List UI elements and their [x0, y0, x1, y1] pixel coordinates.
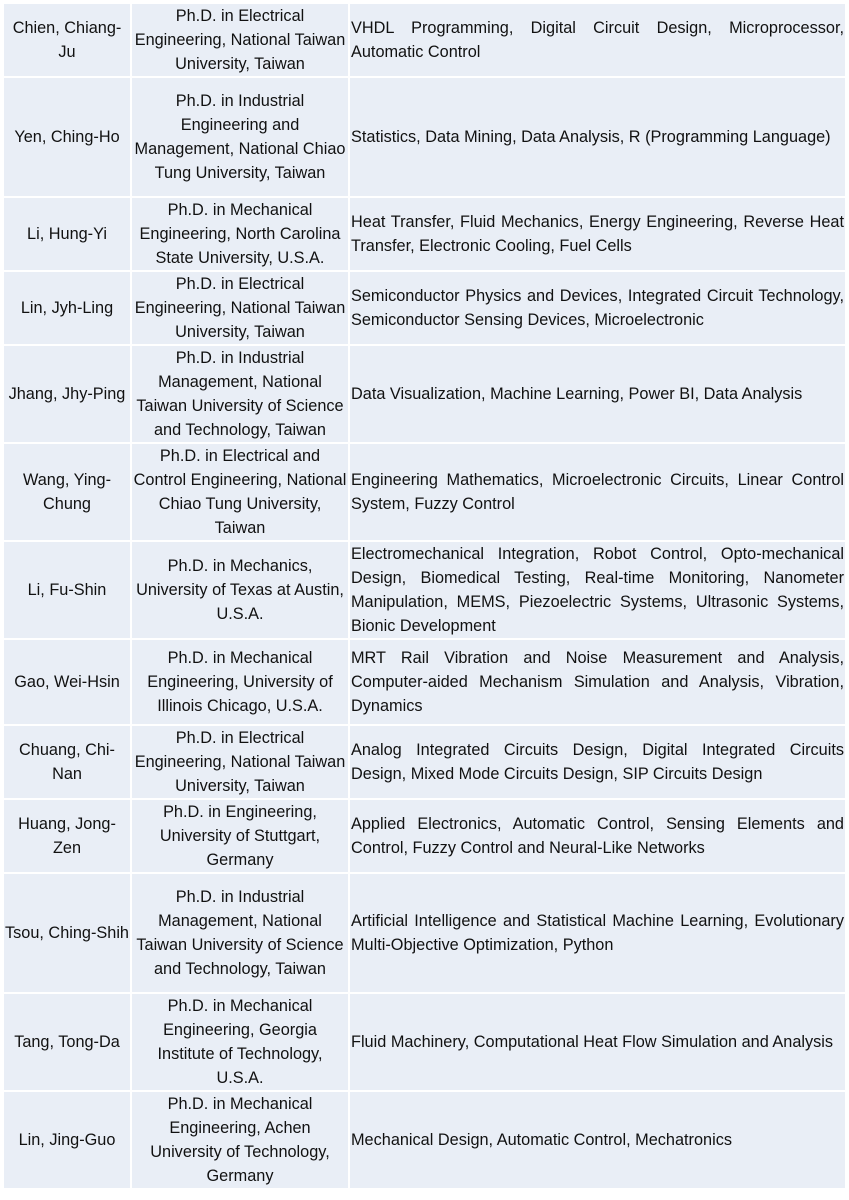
- faculty-name: Lin, Jing-Guo: [4, 1092, 130, 1188]
- table-row: [4, 78, 845, 196]
- faculty-name: Chien, Chiang-Ju: [4, 4, 130, 76]
- faculty-name: Yen, Ching-Ho: [4, 78, 130, 196]
- table-row: [4, 640, 845, 724]
- faculty-name: Gao, Wei-Hsin: [4, 640, 130, 724]
- faculty-degree: Ph.D. in Electrical and Control Engineering, National Chiao Tung University, Taiwan: [132, 444, 348, 540]
- table-row: [4, 272, 845, 344]
- faculty-research: Electromechanical Integration, Robot Control, Opto-mechanical Design, Biomedical Testing, Real-time Monitoring, Nanometer Manipulation, MEMS, Piezoelectric Systems, Ultrasonic Systems, Bionic Development: [350, 542, 845, 638]
- faculty-degree: Ph.D. in Engineering, University of Stuttgart, Germany: [132, 800, 348, 872]
- faculty-degree: Ph.D. in Industrial Engineering and Management, National Chiao Tung University, Taiwan: [132, 78, 348, 196]
- faculty-name: Tsou, Ching-Shih: [4, 874, 130, 992]
- faculty-name: Huang, Jong-Zen: [4, 800, 130, 872]
- faculty-name: Li, Fu-Shin: [4, 542, 130, 638]
- faculty-research: VHDL Programming, Digital Circuit Design, Microprocessor, Automatic Control: [350, 4, 845, 76]
- faculty-table: [2, 2, 847, 1190]
- faculty-name: Tang, Tong-Da: [4, 994, 130, 1090]
- faculty-degree: Ph.D. in Mechanical Engineering, Georgia Institute of Technology, U.S.A.: [132, 994, 348, 1090]
- faculty-research: Statistics, Data Mining, Data Analysis, R (Programming Language): [350, 78, 845, 196]
- faculty-table-body: [4, 4, 845, 1188]
- faculty-degree: Ph.D. in Electrical Engineering, National Taiwan University, Taiwan: [132, 4, 348, 76]
- faculty-name: Lin, Jyh-Ling: [4, 272, 130, 344]
- table-row: [4, 198, 845, 270]
- faculty-name: Chuang, Chi-Nan: [4, 726, 130, 798]
- faculty-degree: Ph.D. in Industrial Management, National Taiwan University of Science and Technology, Taiwan: [132, 346, 348, 442]
- faculty-research: Applied Electronics, Automatic Control, Sensing Elements and Control, Fuzzy Control and Neural-Like Networks: [350, 800, 845, 872]
- faculty-research: Heat Transfer, Fluid Mechanics, Energy Engineering, Reverse Heat Transfer, Electronic Cooling, Fuel Cells: [350, 198, 845, 270]
- table-row: [4, 346, 845, 442]
- faculty-name: Li, Hung-Yi: [4, 198, 130, 270]
- faculty-name: Jhang, Jhy-Ping: [4, 346, 130, 442]
- table-row: [4, 726, 845, 798]
- table-row: [4, 542, 845, 638]
- table-row: [4, 1092, 845, 1188]
- table-row: [4, 800, 845, 872]
- faculty-research: Mechanical Design, Automatic Control, Mechatronics: [350, 1092, 845, 1188]
- faculty-research: Semiconductor Physics and Devices, Integrated Circuit Technology, Semiconductor Sensing Devices, Microelectronic: [350, 272, 845, 344]
- table-row: [4, 994, 845, 1090]
- faculty-degree: Ph.D. in Mechanical Engineering, Achen University of Technology, Germany: [132, 1092, 348, 1188]
- faculty-degree: Ph.D. in Electrical Engineering, National Taiwan University, Taiwan: [132, 272, 348, 344]
- faculty-degree: Ph.D. in Electrical Engineering, National Taiwan University, Taiwan: [132, 726, 348, 798]
- faculty-degree: Ph.D. in Industrial Management, National Taiwan University of Science and Technology, Taiwan: [132, 874, 348, 992]
- faculty-research: Artificial Intelligence and Statistical Machine Learning, Evolutionary Multi-Objective Optimization, Python: [350, 874, 845, 992]
- faculty-research: Engineering Mathematics, Microelectronic Circuits, Linear Control System, Fuzzy Control: [350, 444, 845, 540]
- faculty-name: Wang, Ying-Chung: [4, 444, 130, 540]
- table-row: [4, 444, 845, 540]
- table-row: [4, 4, 845, 76]
- faculty-research: MRT Rail Vibration and Noise Measurement and Analysis, Computer-aided Mechanism Simulation and Analysis, Vibration, Dynamics: [350, 640, 845, 724]
- faculty-degree: Ph.D. in Mechanical Engineering, University of Illinois Chicago, U.S.A.: [132, 640, 348, 724]
- table-row: [4, 874, 845, 992]
- faculty-research: Analog Integrated Circuits Design, Digital Integrated Circuits Design, Mixed Mode Circuits Design, SIP Circuits Design: [350, 726, 845, 798]
- faculty-research: Fluid Machinery, Computational Heat Flow Simulation and Analysis: [350, 994, 845, 1090]
- faculty-research: Data Visualization, Machine Learning, Power BI, Data Analysis: [350, 346, 845, 442]
- faculty-degree: Ph.D. in Mechanics, University of Texas at Austin, U.S.A.: [132, 542, 348, 638]
- faculty-degree: Ph.D. in Mechanical Engineering, North Carolina State University, U.S.A.: [132, 198, 348, 270]
